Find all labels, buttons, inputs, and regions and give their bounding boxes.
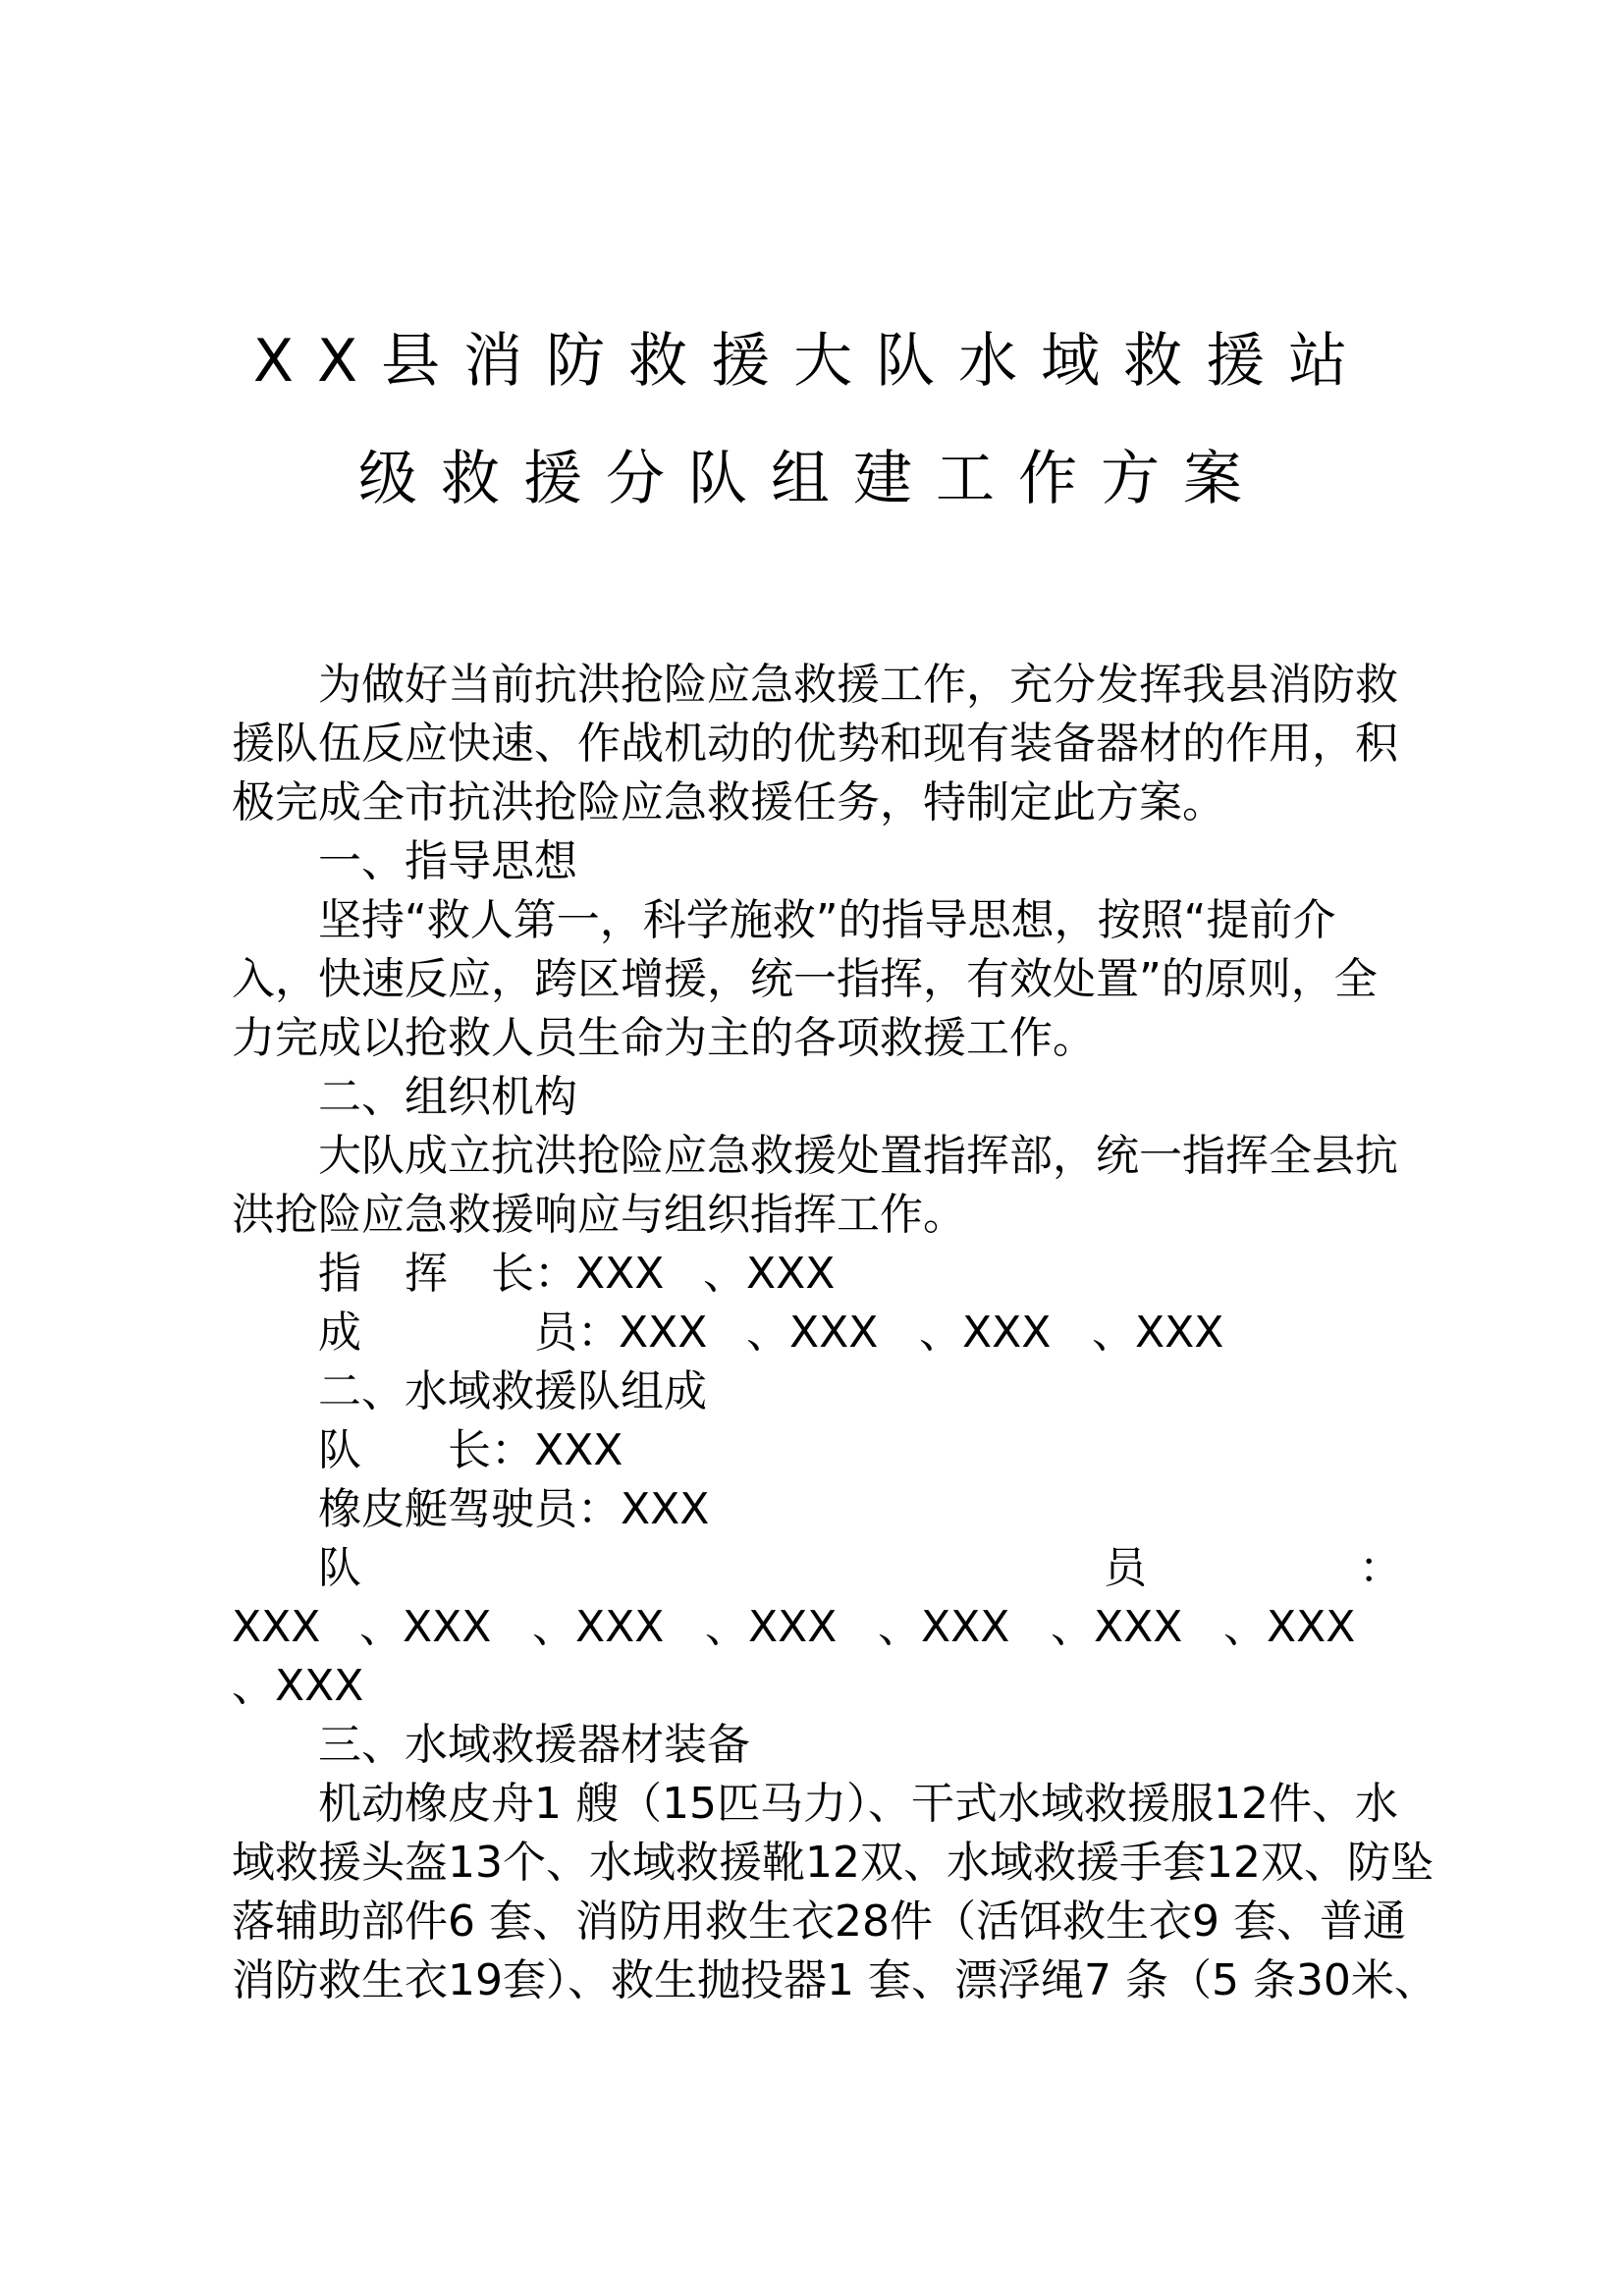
member-name-2: 、XXX: [746, 1308, 879, 1358]
section-4-line-1: 机动橡皮舟1 艘（15匹马力）、干式水域救援服12件、水: [318, 1779, 1398, 1829]
section-1-heading: 一、指导思想: [318, 836, 577, 886]
team-member-name-2: 、XXX: [359, 1602, 492, 1652]
section-1-line-2: 入，快速反应，跨区增援，统一指挥，有效处置”的原则，全: [232, 954, 1378, 1004]
intro-line-1: 为做好当前抗洪抢险应急救援工作，充分发挥我县消防救: [318, 660, 1398, 710]
document-title-line-1: XX县消防救援大队水域救援站: [252, 327, 1372, 396]
intro-line-2: 援队伍反应快速、作战机动的优势和现有装备器材的作用，积: [232, 719, 1398, 769]
member-name-3: 、XXX: [919, 1308, 1052, 1358]
section-1-line-1: 坚持“救人第一，科学施救”的指导思想，按照“提前介: [318, 895, 1336, 945]
team-member-name-7: 、XXX: [1223, 1602, 1356, 1652]
team-member-name-5: 、XXX: [878, 1602, 1010, 1652]
section-1-line-3: 力完成以抢救人员生命为主的各项救援工作。: [232, 1013, 1096, 1063]
commander-label-char-2: 挥: [405, 1249, 448, 1299]
team-member-name-3: 、XXX: [532, 1602, 665, 1652]
section-4-heading: 三、水域救援器材装备: [318, 1720, 750, 1770]
team-member-name-last: 、XXX: [232, 1661, 364, 1711]
section-3-heading: 二、水域救援队组成: [318, 1366, 707, 1416]
commander-label-char-1: 指: [318, 1249, 361, 1299]
member-name-1: XXX: [619, 1308, 708, 1358]
intro-line-3: 极完成全市抗洪抢险应急救援任务，特制定此方案。: [232, 777, 1225, 828]
section-4-line-4: 消防救生衣19套）、救生抛投器1 套、漂浮绳7 条（5 条30米、: [232, 1955, 1437, 2005]
team-member-name-1: XXX: [232, 1602, 321, 1652]
section-2-line-2: 洪抢险应急救援响应与组织指挥工作。: [232, 1190, 966, 1240]
boat-driver-line: 橡皮艇驾驶员：XXX: [318, 1484, 710, 1534]
commander-name-2: 、XXX: [703, 1249, 836, 1299]
section-4-line-2: 域救援头盔13个、水域救援靴12双、水域救援手套12双、防坠: [232, 1838, 1434, 1888]
section-2-heading: 二、组织机构: [318, 1072, 577, 1122]
member-label-char-2: 员：: [534, 1308, 621, 1358]
captain-label-rest: 长：XXX: [448, 1425, 623, 1475]
team-member-label-char-1: 队: [318, 1543, 361, 1593]
commander-name-1: XXX: [575, 1249, 665, 1299]
section-2-line-1: 大队成立抗洪抢险应急救援处置指挥部，统一指挥全县抗: [318, 1131, 1398, 1181]
team-member-name-4: 、XXX: [705, 1602, 838, 1652]
team-member-label-char-2: 员: [1104, 1543, 1147, 1593]
team-member-label-colon: ：: [1359, 1543, 1402, 1593]
commander-label-char-3: 长：: [491, 1249, 577, 1299]
captain-label-char-1: 队: [318, 1425, 361, 1475]
member-name-4: 、XXX: [1092, 1308, 1224, 1358]
member-label-char-1: 成: [318, 1308, 361, 1358]
section-4-line-3: 落辅助部件6 套、消防用救生衣28件（活饵救生衣9 套、普通: [232, 1896, 1406, 1947]
team-member-name-6: 、XXX: [1051, 1602, 1183, 1652]
document-title-line-2: 级救援分队组建工作方案: [358, 445, 1266, 513]
